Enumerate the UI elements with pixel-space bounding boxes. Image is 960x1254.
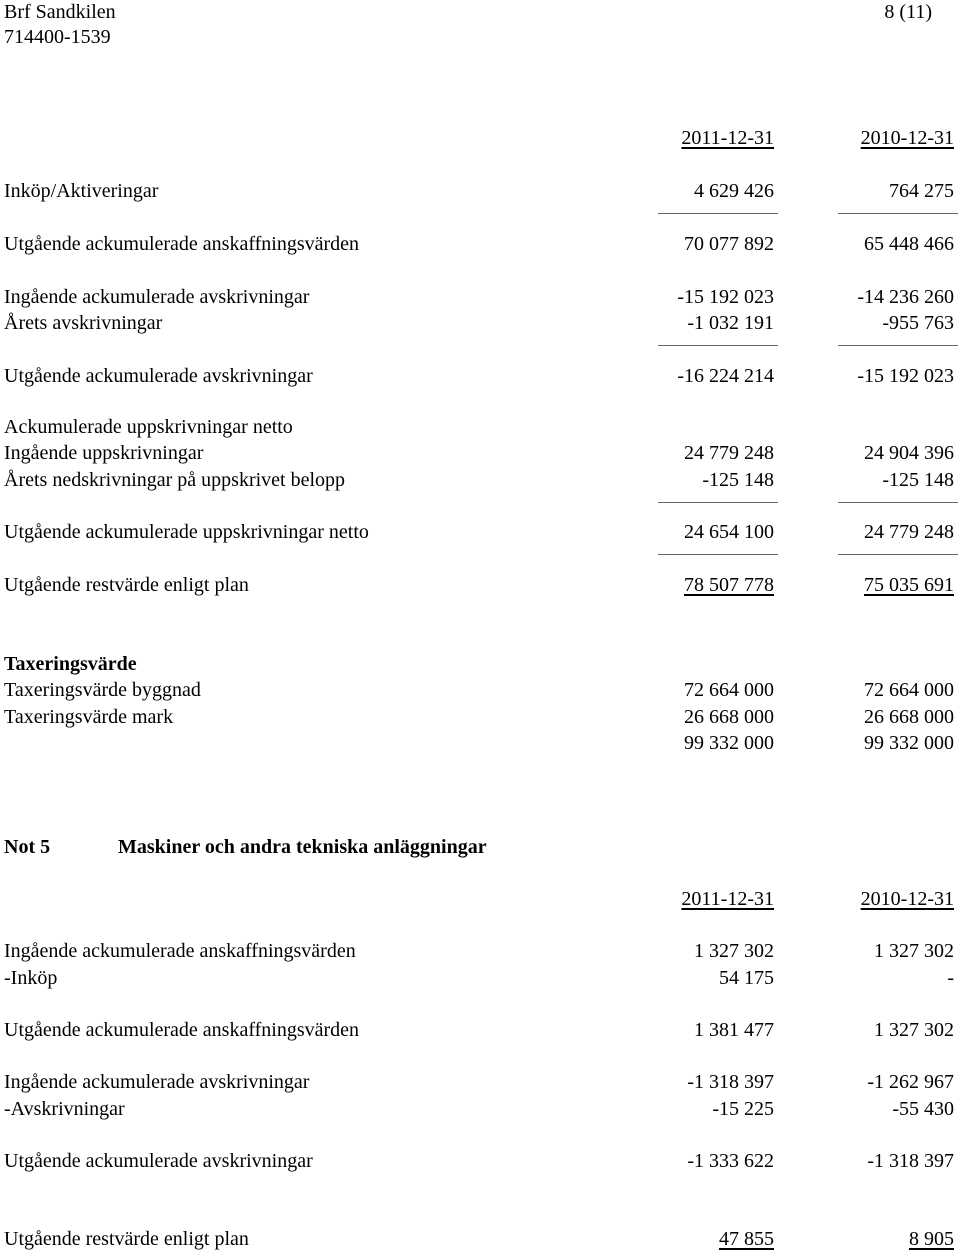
- row-label: Utgående ackumulerade avskrivningar: [4, 1150, 313, 1172]
- row-label: Ingående ackumulerade avskrivningar: [4, 1071, 310, 1093]
- row-value-2011: 24 779 248: [684, 442, 774, 464]
- row-value-2010: -955 763: [882, 312, 954, 334]
- row-label: Ingående ackumulerade avskrivningar: [4, 286, 310, 308]
- row-label: -Avskrivningar: [4, 1098, 125, 1120]
- row-label: Utgående restvärde enligt plan: [4, 574, 249, 596]
- row-value-2011: 70 077 892: [684, 233, 774, 255]
- row-value-2011: -1 318 397: [687, 1071, 774, 1093]
- row-value-2010: 26 668 000: [864, 706, 954, 728]
- row-value-2011: 1 327 302: [694, 940, 774, 962]
- row-label: Taxeringsvärde byggnad: [4, 679, 201, 701]
- row-value-2010: -1 318 397: [867, 1150, 954, 1172]
- row-value-2010: 24 904 396: [864, 442, 954, 464]
- row-value-2011: 1 381 477: [694, 1019, 774, 1041]
- row-value-2011: 78 507 778: [684, 574, 774, 596]
- row-label: Ingående uppskrivningar: [4, 442, 204, 464]
- row-value-2010: 1 327 302: [874, 1019, 954, 1041]
- section-heading: Taxeringsvärde: [4, 653, 137, 675]
- note-number: Not 5: [4, 836, 51, 858]
- row-label: Taxeringsvärde mark: [4, 706, 174, 728]
- row-value-2011: 26 668 000: [684, 706, 774, 728]
- note-title: Maskiner och andra tekniska anläggningar: [118, 836, 487, 858]
- row-value-2010: -14 236 260: [857, 286, 954, 308]
- row-value-2010: 72 664 000: [864, 679, 954, 701]
- sum-rule: [658, 502, 778, 503]
- sum-rule: [838, 345, 958, 346]
- row-value-2010: 24 779 248: [864, 521, 954, 543]
- row-value-2011: 4 629 426: [694, 180, 774, 202]
- row-value-2011: -1 032 191: [687, 312, 774, 334]
- row-value-2011: -1 333 622: [687, 1150, 774, 1172]
- row-value-2010: -55 430: [892, 1098, 954, 1120]
- row-value-2011: 47 855: [719, 1228, 774, 1250]
- row-value-2010: 764 275: [889, 180, 954, 202]
- row-label: Utgående ackumulerade anskaffningsvärden: [4, 1019, 360, 1041]
- column-header-2011: 2011-12-31: [681, 888, 774, 910]
- row-value-2010: 75 035 691: [864, 574, 954, 596]
- row-value-2010: 8 905: [909, 1228, 954, 1250]
- total-value-2010: 99 332 000: [864, 732, 954, 754]
- row-label: Årets avskrivningar: [4, 312, 163, 334]
- column-header-2010: 2010-12-31: [860, 127, 954, 149]
- row-value-2011: 72 664 000: [684, 679, 774, 701]
- row-value-2010: 65 448 466: [864, 233, 954, 255]
- row-label: Årets nedskrivningar på uppskrivet belopp: [4, 469, 346, 491]
- row-value-2011: 54 175: [719, 967, 774, 989]
- row-value-2011: -16 224 214: [677, 365, 774, 387]
- org-name: Brf Sandkilen: [4, 1, 116, 23]
- row-value-2010: -15 192 023: [857, 365, 954, 387]
- row-label: Ackumulerade uppskrivningar netto: [4, 416, 293, 438]
- column-header-2011: 2011-12-31: [681, 127, 774, 149]
- row-label: Inköp/Aktiveringar: [4, 180, 159, 202]
- sum-rule: [658, 213, 778, 214]
- row-value-2011: -15 192 023: [677, 286, 774, 308]
- row-label: Utgående ackumulerade uppskrivningar netto: [4, 521, 369, 543]
- sum-rule: [658, 345, 778, 346]
- row-label: Ingående ackumulerade anskaffningsvärden: [4, 940, 356, 962]
- row-value-2010: -125 148: [882, 469, 954, 491]
- sum-rule: [658, 554, 778, 555]
- sum-rule: [838, 502, 958, 503]
- row-label: Utgående ackumulerade anskaffningsvärden: [4, 233, 360, 255]
- row-label: Utgående restvärde enligt plan: [4, 1228, 249, 1250]
- total-value-2011: 99 332 000: [684, 732, 774, 754]
- row-value-2011: -125 148: [702, 469, 774, 491]
- row-value-2011: 24 654 100: [684, 521, 774, 543]
- row-label: -Inköp: [4, 967, 58, 989]
- column-header-2010: 2010-12-31: [860, 888, 954, 910]
- row-value-2010: 1 327 302: [874, 940, 954, 962]
- sum-rule: [838, 554, 958, 555]
- row-value-2010: -1 262 967: [867, 1071, 954, 1093]
- row-value-2010: -: [947, 967, 954, 989]
- row-label: Utgående ackumulerade avskrivningar: [4, 365, 313, 387]
- row-value-2011: -15 225: [712, 1098, 774, 1120]
- page-number: 8 (11): [884, 1, 932, 23]
- sum-rule: [838, 213, 958, 214]
- org-number: 714400-1539: [4, 26, 111, 48]
